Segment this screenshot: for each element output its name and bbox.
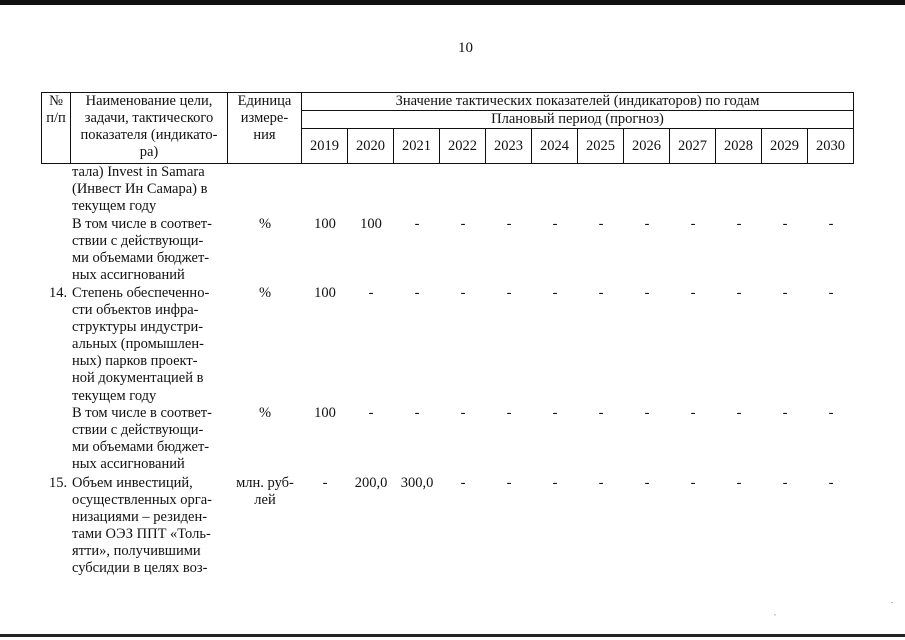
value-cell: - — [414, 216, 420, 232]
value-cell: - — [552, 216, 558, 232]
row-text-line: тами ОЭЗ ППТ «Толь- — [72, 526, 211, 543]
row-text-line: ных ассигнований — [72, 267, 185, 284]
row-text-line: текущем году — [72, 387, 157, 404]
row-unit-15 — [230, 475, 300, 509]
row-text-line: ствии с действующи- — [72, 233, 204, 250]
year-2027: 2027 — [670, 129, 716, 164]
value-cell: - — [552, 405, 558, 421]
table-row-15 — [72, 475, 228, 578]
value-cell: - — [506, 285, 512, 301]
page-number: 10 — [458, 40, 473, 56]
row-text-line: ных ассигнований — [72, 456, 185, 473]
header-name-cell — [71, 93, 228, 164]
value-cell: 100 — [314, 216, 336, 232]
row-text-line: ми объемами бюджет- — [72, 250, 210, 267]
row-unit-line: млн. руб- — [236, 475, 294, 491]
value-cell: - — [368, 285, 374, 301]
header-name-line3: показателя (индикато- — [80, 127, 218, 143]
value-cell: - — [690, 216, 696, 232]
value-cell: - — [644, 285, 650, 301]
value-cell: - — [828, 285, 834, 301]
header-unit-line3: ния — [253, 127, 276, 143]
value-cell: - — [506, 475, 512, 491]
value-cell: - — [828, 475, 834, 491]
value-cell: - — [460, 285, 466, 301]
year-2021: 2021 — [394, 129, 440, 164]
row-text-line: ми объемами бюджет- — [72, 439, 210, 456]
value-cell: - — [322, 475, 328, 491]
row-unit-subrow-14: % — [258, 405, 272, 421]
year-2024: 2024 — [532, 129, 578, 164]
year-2030: 2030 — [808, 129, 854, 164]
value-cell: - — [368, 405, 374, 421]
row-text-line: текущем году — [72, 198, 157, 215]
scan-mark: , — [774, 608, 776, 617]
header-unit-line1: Единица — [237, 93, 292, 109]
row-text-line: альных (промышлен- — [72, 336, 204, 353]
row-unit-subrow-1: % — [258, 216, 272, 232]
value-cell: - — [644, 475, 650, 491]
row-text-line: (Инвест Ин Самара) в — [72, 181, 208, 198]
row-text-line: Степень обеспеченно- — [72, 285, 210, 301]
row-text-line: ной документацией в — [72, 370, 204, 387]
value-cell: - — [782, 405, 788, 421]
header-number-cell — [42, 93, 71, 164]
value-cell: 100 — [360, 216, 382, 232]
table-row-subrow-1 — [72, 216, 228, 284]
value-cell: 200,0 — [354, 475, 388, 491]
header-period-title: Плановый период (прогноз) — [302, 111, 854, 129]
value-cell: - — [460, 216, 466, 232]
value-cell: - — [644, 216, 650, 232]
table-row-subrow-14 — [72, 405, 228, 473]
value-cell: - — [828, 216, 834, 232]
value-cell: - — [782, 285, 788, 301]
row-unit-line: лей — [254, 492, 276, 509]
row-text-line: сти объектов инфра- — [72, 302, 199, 319]
row-text-line: ных) парков проект- — [72, 353, 198, 370]
value-cell: - — [736, 285, 742, 301]
header-name-line4: ра) — [139, 144, 159, 160]
value-cell: - — [460, 475, 466, 491]
year-2019: 2019 — [302, 129, 348, 164]
table-row-continuation — [72, 164, 228, 215]
header-name-line2: задачи, тактического — [84, 110, 214, 126]
value-cell: - — [644, 405, 650, 421]
value-cell: - — [598, 285, 604, 301]
value-cell: - — [552, 285, 558, 301]
row-text-line: ятти», получившими — [72, 543, 201, 560]
value-cell: - — [736, 216, 742, 232]
value-cell: - — [690, 405, 696, 421]
row-text-line: В том числе в соответ- — [72, 405, 212, 421]
value-cell: - — [782, 475, 788, 491]
row-text-line: осуществленных орга- — [72, 492, 213, 509]
indicators-table-header — [41, 92, 854, 164]
year-2029: 2029 — [762, 129, 808, 164]
value-cell: - — [552, 475, 558, 491]
year-2026: 2026 — [624, 129, 670, 164]
row-text-line: тала) Invest in Samara — [72, 164, 205, 180]
value-cell: - — [690, 475, 696, 491]
row-text-line: Объем инвестиций, — [72, 475, 193, 491]
value-cell: 300,0 — [400, 475, 434, 491]
header-number-line1: № — [49, 93, 63, 109]
row-number-15: 15. — [49, 475, 68, 491]
value-cell: - — [598, 216, 604, 232]
top-border-line — [0, 0, 905, 5]
value-cell: - — [460, 405, 466, 421]
value-cell: - — [690, 285, 696, 301]
year-2020: 2020 — [348, 129, 394, 164]
value-cell: 100 — [314, 285, 336, 301]
value-cell: - — [506, 405, 512, 421]
bottom-border-line — [0, 634, 905, 637]
year-2025: 2025 — [578, 129, 624, 164]
value-cell: - — [736, 475, 742, 491]
header-number-line2: п/п — [46, 110, 66, 126]
value-cell: - — [828, 405, 834, 421]
row-text-line: низациями – резиден- — [72, 509, 208, 526]
value-cell: - — [782, 216, 788, 232]
year-2023: 2023 — [486, 129, 532, 164]
row-text-line: структуры индустри- — [72, 319, 204, 336]
header-unit-line2: измере- — [240, 110, 289, 126]
header-values-title: Значение тактических показателей (индикаторов) по годам — [302, 93, 854, 111]
value-cell: 100 — [314, 405, 336, 421]
row-text-line: ствии с действующи- — [72, 422, 204, 439]
scan-mark: . — [891, 596, 893, 605]
value-cell: - — [414, 285, 420, 301]
header-name-line1: Наименование цели, — [85, 93, 213, 109]
row-text-line: субсидии в целях воз- — [72, 560, 208, 577]
value-cell: - — [506, 216, 512, 232]
year-2028: 2028 — [716, 129, 762, 164]
row-text-line: В том числе в соответ- — [72, 216, 212, 232]
row-number-14: 14. — [49, 285, 68, 301]
year-2022: 2022 — [440, 129, 486, 164]
row-unit-14: % — [258, 285, 272, 301]
value-cell: - — [414, 405, 420, 421]
header-unit-cell — [228, 93, 302, 164]
table-row-14 — [72, 285, 228, 405]
value-cell: - — [598, 405, 604, 421]
value-cell: - — [736, 405, 742, 421]
value-cell: - — [598, 475, 604, 491]
